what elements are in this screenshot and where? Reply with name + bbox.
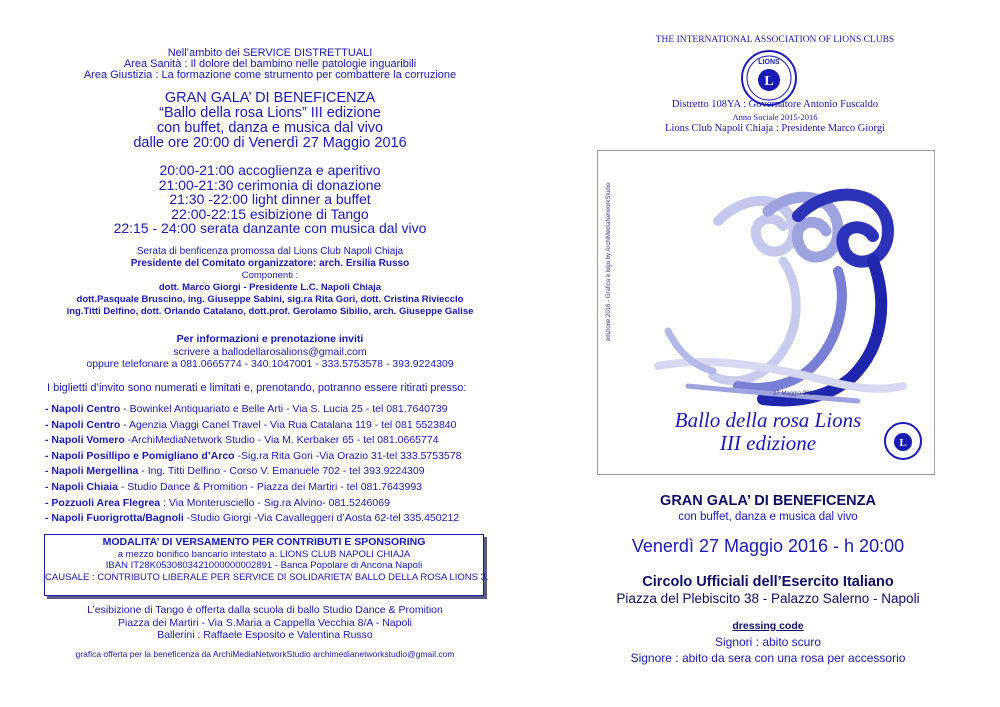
components-label: Componenti : bbox=[241, 270, 299, 281]
store-item: - Napoli Vomero -ArchiMediaNetwork Studio - Via M. Kerbaker 65 - tel 081.0665774 bbox=[45, 434, 439, 447]
schedule-item: 22:00-22:15 esibizione di Tango bbox=[171, 205, 369, 222]
payment-title: MODALITA’ DI VERSAMENTO PER CONTRIBUTI E SPONSORING bbox=[102, 536, 426, 548]
dress-men: Signori : abito scuro bbox=[714, 635, 822, 649]
association-name: THE INTERNATIONAL ASSOCIATION OF LIONS CLUBS bbox=[655, 35, 895, 45]
committee-promo: Serata di benficenza promossa dal Lions Club Napoli Chiaja bbox=[136, 246, 404, 257]
info-phone: oppure telefonare a 081.0665774 - 340.1047001 - 333.5753578 - 393.9224309 bbox=[86, 358, 454, 370]
schedule bbox=[60, 163, 480, 236]
gala-line: dalle ore 20:00 di Venerdì 27 Maggio 2016 bbox=[133, 135, 407, 151]
lions-emblem-small bbox=[883, 421, 923, 461]
intro-line: Area Sanità : Il dolore del bambino nelle patologie inguaribili bbox=[123, 58, 417, 70]
cover-vertical-credit: edizione 2016 - Grafica e logo by ArchiMediaNetworkStudio bbox=[606, 182, 612, 341]
committee-member: dott.Pasquale Bruscino, ing. Giuseppe Sabini, sig.ra Rita Gori, dott. Cristina Riviecclo bbox=[76, 294, 464, 305]
svg-text:L: L bbox=[899, 437, 907, 449]
store-item: - Napoli Fuorigrotta/Bagnoli -Studio Giorgi -Via Cavalleggeri d’Aosta 62-tel 335.450212 bbox=[45, 512, 460, 525]
tango-line: Piazza dei Martiri - Via S.Maria a Cappella Vecchia 8/A - Napoli bbox=[118, 616, 412, 629]
payment-iban: IBAN IT28K0530803421000000002891 - Banca Popolare di Ancona Napoli bbox=[105, 560, 423, 571]
committee-president: Presidente del Comitato organizzatore: arch. Ersilia Russo bbox=[130, 258, 410, 269]
cover-title bbox=[648, 409, 888, 455]
gala-title: GRAN GALA’ DI BENEFICENZA bbox=[164, 90, 376, 106]
club-line: Lions Club Napoli Chiaja : Presidente Marco Giorgi bbox=[665, 123, 885, 134]
gala-heading bbox=[80, 91, 460, 151]
tango-info bbox=[40, 604, 490, 642]
dress-women: Signore : abito da sera con una rosa per accessorio bbox=[630, 651, 906, 665]
payment-line: CAUSALE : CONTRIBUTO LIBERALE PER SERVICE DI SOLIDARIETA’ BALLO DELLA ROSA LIONS 3. bbox=[45, 571, 489, 583]
gala-subtitle-right: con buffet, danza e musica dal vivo bbox=[678, 511, 858, 523]
committee-member: ing.Titti Delfino, dott. Orlando Catalano, dott.prof. Gerolamo Sibilio, arch. Giuseppe Galise bbox=[66, 306, 474, 317]
gala-title-right: GRAN GALA’ DI BENEFICENZA bbox=[660, 493, 876, 509]
year-line: Anno Sociale 2015-2016 bbox=[732, 112, 818, 122]
service-intro bbox=[60, 48, 480, 81]
tango-line: Ballerini : Raffaele Esposito e Valentina Russo bbox=[157, 629, 373, 641]
event-date: Venerdì 27 Maggio 2016 - h 20:00 bbox=[631, 536, 905, 556]
gala-line: con buffet, danza e musica dal vivo bbox=[156, 120, 384, 136]
cover-title-line: Ballo della rosa Lions bbox=[674, 408, 862, 432]
payment-line: a mezzo bonifico bancario intestato a. LIONS CLUB NAPOLI CHIAJA bbox=[117, 548, 411, 560]
store-item: - Pozzuoli Area Flegrea : Via Monterusciello - Sig.ra Alvino- 081.5246069 bbox=[45, 496, 390, 509]
store-item: - Napoli Centro - Agenzia Viaggi Canel Travel - Via Rua Catalana 119 - tel 081 5523840 bbox=[45, 418, 457, 431]
district-line: Distretto 108YA : Governatore Antonio Fuscaldo bbox=[671, 99, 879, 110]
schedule-item: 22:15 - 24:00 serata danzante con musica dal vivo bbox=[113, 220, 427, 236]
payment-box bbox=[44, 534, 489, 596]
schedule-item: 20:00-21:00 accoglienza e aperitivo bbox=[159, 162, 381, 178]
info-email[interactable]: scrivere a ballodellarosalions@gmail.com bbox=[173, 345, 367, 358]
committee bbox=[20, 246, 520, 318]
schedule-item: 21:00-21:30 cerimonia di donazione bbox=[158, 176, 382, 193]
dress-code bbox=[600, 634, 936, 666]
store-item: - Napoli Chiaia - Studio Dance & Promition - Piazza dei Martiri - tel 081.7643993 bbox=[45, 480, 423, 493]
svg-text:L: L bbox=[764, 74, 774, 89]
info-title: Per informazioni e prenotazione inviti bbox=[176, 333, 364, 345]
store-item: - Napoli Posillipo e Pomigliano d’Arco -Sig.ra Rita Gori -Via Orazio 31-tel 333.5753578 bbox=[45, 449, 462, 462]
district-info bbox=[610, 99, 940, 135]
store-item: - Napoli Centro - Bowinkel Antiquariato e Belle Arti - Via S. Lucia 25 - tel 081.7640739 bbox=[45, 403, 448, 415]
venue-address: Piazza del Plebiscito 38 - Palazzo Salerno - Napoli bbox=[616, 591, 920, 606]
committee-member: dott. Marco Giorgi - Presidente L.C. Napoli Chiaja bbox=[158, 282, 382, 293]
schedule-item: 21:30 -22:00 light dinner a buffet bbox=[169, 191, 371, 207]
cover-artwork bbox=[597, 150, 935, 475]
dress-code-label: dressing code bbox=[732, 620, 804, 632]
cover-date: 27 Maggio 2016 bbox=[773, 391, 817, 397]
gala-line: “Ballo della rosa Lions” III edizione bbox=[159, 105, 381, 121]
intro-line: Area Giustizia : La formazione come strumento per combattere la corruzione bbox=[83, 69, 457, 81]
venue-name: Circolo Ufficiali dell’Esercito Italiano bbox=[642, 574, 894, 590]
store-item: - Napoli Mergellina - Ing. Titti Delfino - Corso V. Emanuele 702 - tel 393.9224309 bbox=[45, 465, 425, 478]
svg-text:LIONS: LIONS bbox=[758, 59, 780, 66]
graphic-credit: grafica offerta per la beneficenza da ArchiMediaNetworkStudio archimedianetworkstudio@gmail.com bbox=[75, 649, 455, 659]
info-block bbox=[20, 333, 520, 371]
tango-line: L’esibizione di Tango è offerta dalla scuola di ballo Studio Dance & Promition bbox=[87, 604, 443, 616]
tickets-intro: I biglietti d’invito sono numerati e limitati e, prenotando, potranno essere ritirati presso: bbox=[47, 382, 467, 394]
store-list bbox=[45, 402, 461, 527]
intro-line: Nell’ambito dei SERVICE DISTRETTUALI bbox=[167, 47, 373, 59]
cover-title-line: III edizione bbox=[719, 431, 817, 455]
